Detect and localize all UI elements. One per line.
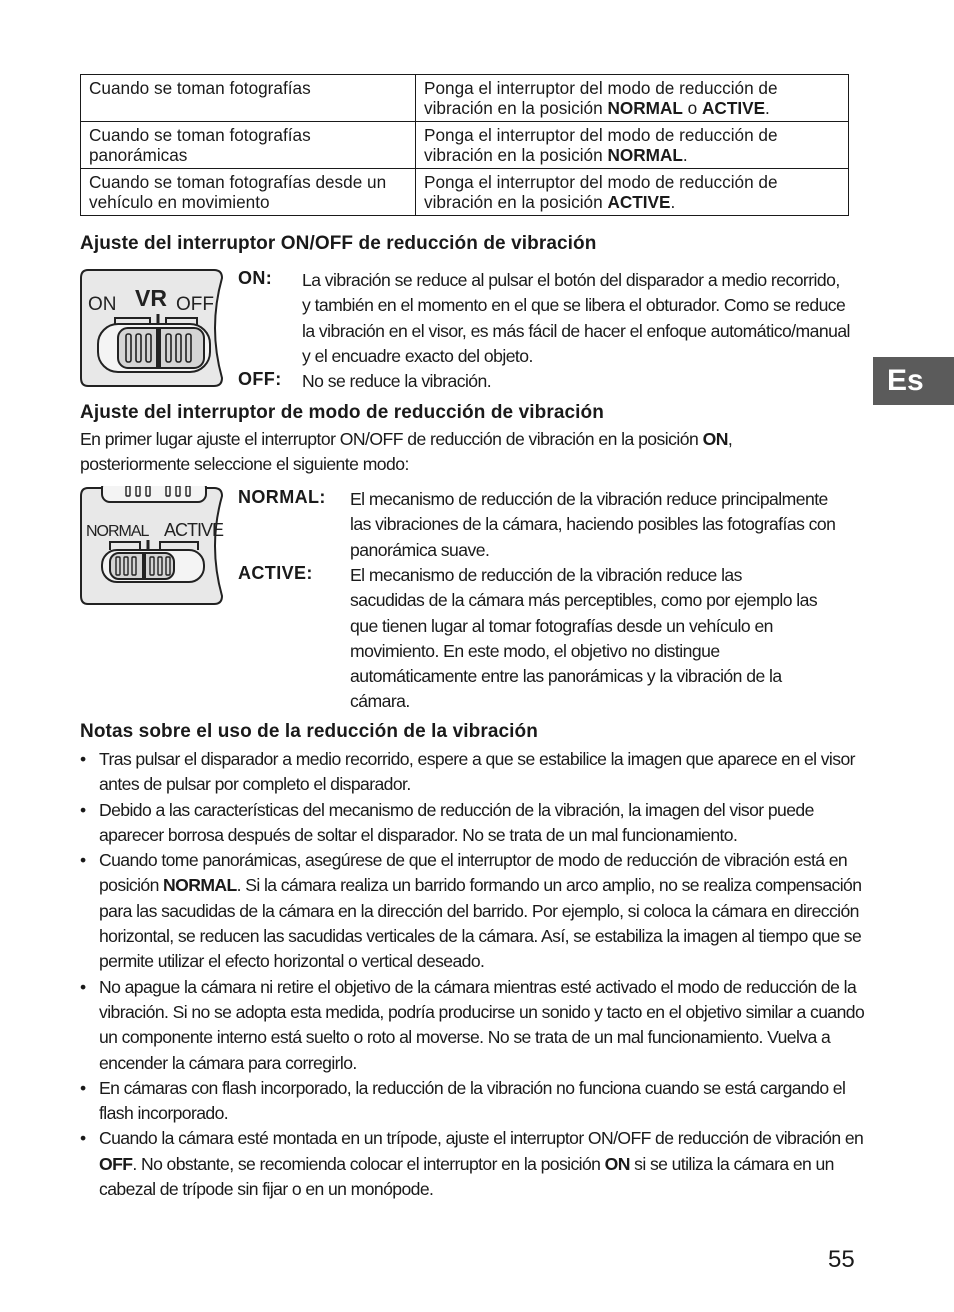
note-text: Cuando la cámara esté montada en un trípode, ajuste el interruptor ON/OFF de reducción de vibración en (99, 1128, 864, 1149)
mode-normal: NORMAL (607, 145, 683, 165)
bullet: • (80, 850, 86, 871)
note-text: . Si la cámara realiza un barrido formando un arco amplio, no se realiza compensación para las sacudidas de la cámara en la dirección del barrido. Por ejemplo, si coloca la cámara en dirección horizontal, se reducen las sacudidas verticales de la cámara. Así, se estabiliza la imagen al tiempo que se permite utilizar el efecto horizontal o vertical deseado. (99, 875, 862, 972)
vr-onoff-switch-illustration (80, 268, 224, 388)
list-item (80, 747, 870, 798)
table-cell-situation: Cuando se toman fotografías panorámicas (81, 122, 416, 169)
list-item (80, 1076, 870, 1127)
period: . (682, 145, 688, 165)
table-cell-action (416, 75, 849, 122)
language-tab: Es (873, 357, 954, 405)
switch-label-off: OFF (176, 294, 214, 315)
table-row (81, 122, 849, 169)
switch-label-normal: NORMAL (86, 523, 149, 540)
switch-label-vr: VR (135, 285, 167, 311)
vr-mode-table (80, 74, 849, 216)
mode-intro-paragraph (80, 427, 800, 478)
table-row (81, 169, 849, 216)
page-number: 55 (828, 1246, 855, 1273)
note-text: Debido a las características del mecanismo de reducción de la vibración, la imagen del visor puede aparecer borrosa después de soltar el disparador. No se trata de un mal funcionamiento. (99, 799, 814, 845)
note-text: No apague la cámara ni retire el objetivo de la cámara mientras esté activado el modo de reducción de la vibración. Si no se adopta esta medida, podría producirse un sonido y tacto en el objetivo similar a cuando un componente interno está suelto o roto al moverse. No se trata de un mal funcionamiento. Vuelva a encender la cámara para corregirlo. (99, 976, 865, 1073)
table-cell-action (416, 169, 849, 216)
note-bold-off: OFF (99, 1153, 133, 1174)
action-text: Ponga el interruptor del modo de reducción de vibración en la posición (424, 172, 778, 212)
mode-active: ACTIVE (702, 98, 766, 118)
note-text: Tras pulsar el disparador a medio recorrido, espere a que se estabilice la imagen que aparece en el visor antes de pulsar por completo el disparador. (99, 749, 855, 795)
note-text: . No obstante, se recomienda colocar el interruptor en la posición (132, 1153, 605, 1174)
list-item (80, 848, 870, 974)
section-heading-vr-mode: Ajuste del interruptor de modo de reducción de vibración (80, 402, 604, 423)
period: . (765, 98, 770, 118)
table-cell-situation: Cuando se toman fotografías desde un vehículo en movimiento (81, 169, 416, 216)
list-item (80, 1126, 870, 1202)
bullet: • (80, 1077, 86, 1098)
bullet: • (80, 1128, 86, 1149)
joiner-text: o (682, 98, 702, 118)
action-text: Ponga el interruptor del modo de reducción de vibración en la posición (424, 78, 778, 118)
intro-text: En primer lugar ajuste el interruptor ON/OFF de reducción de vibración en la posición (80, 429, 703, 449)
bullet: • (80, 976, 86, 997)
term-on: ON: (238, 268, 273, 288)
bullet: • (80, 799, 86, 820)
desc-normal: El mecanismo de reducción de la vibración reduce principalmente las vibraciones de la cámara, haciendo posibles las fotografías con panorámica suave. (350, 489, 836, 560)
switch-label-active: ACTIVE (164, 520, 224, 540)
table-cell-situation: Cuando se toman fotografías (81, 75, 416, 122)
section-heading-vr-onoff: Ajuste del interruptor ON/OFF de reducción de vibración (80, 233, 597, 254)
note-bold-normal: NORMAL (163, 875, 237, 896)
intro-suffix: , posteriormente seleccione el siguiente modo: (80, 429, 733, 475)
note-text: Cuando tome panorámicas, asegúrese de que el interruptor de modo de reducción de vibración está en posición (99, 850, 848, 896)
vr-mode-switch-illustration (80, 486, 224, 608)
switch-label-on: ON (88, 294, 117, 315)
note-text: si se utiliza la cámara en un cabezal de trípode sin fijar o en un monópode. (99, 1153, 834, 1200)
note-bold-on: ON (604, 1153, 630, 1174)
term-active: ACTIVE: (238, 563, 313, 583)
desc-off: No se reduce la vibración. (302, 371, 492, 391)
intro-on: ON (702, 429, 728, 449)
note-text: En cámaras con flash incorporado, la reducción de la vibración no funciona cuando se está cargando el flash incorporado. (99, 1077, 846, 1124)
term-normal: NORMAL: (238, 487, 326, 507)
mode-active: ACTIVE (607, 192, 671, 212)
desc-on: La vibración se reduce al pulsar el botón del disparador a medio recorrido, y también en el momento en el que se libera el obturador. Como se reduce la vibración en el visor, es más fácil de hacer el enfoque automático/manual y el encuadre exacto del objeto. (302, 270, 850, 366)
period: . (670, 192, 676, 212)
list-item (80, 798, 870, 849)
mode-normal: NORMAL (607, 98, 683, 118)
list-item (80, 975, 870, 1076)
table-cell-action (416, 122, 849, 169)
notes-list (80, 747, 870, 1202)
desc-active: El mecanismo de reducción de la vibración reduce las sacudidas de la cámara más perceptibles, como por ejemplo las que tienen lugar al tomar fotografías desde un vehículo en movimiento. En este modo, el objetivo no distingue automáticamente entre las panorámicas y la vibración de la cámara. (350, 565, 818, 712)
action-text: Ponga el interruptor del modo de reducción de vibración en la posición (424, 125, 778, 165)
bullet: • (80, 749, 86, 769)
table-row (81, 75, 849, 122)
section-heading-notes: Notas sobre el uso de la reducción de la vibración (80, 721, 538, 742)
term-off: OFF: (238, 369, 282, 389)
